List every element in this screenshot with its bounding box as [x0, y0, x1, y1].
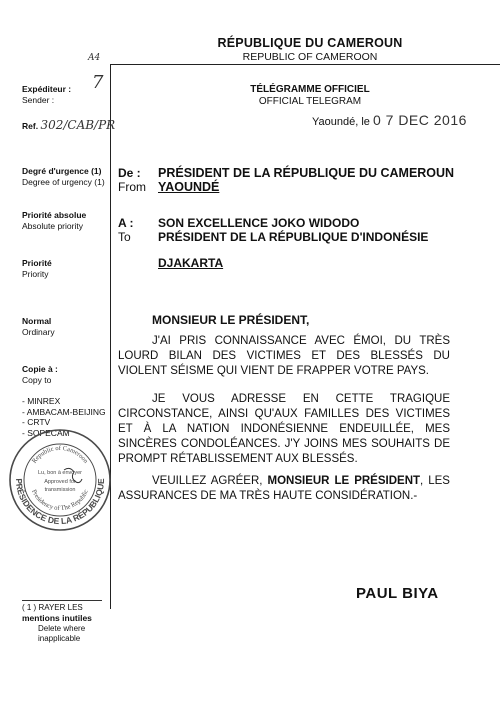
priority-block [22, 258, 52, 279]
from-label-en: From [118, 180, 146, 194]
priority-label-en: Priority [22, 268, 49, 279]
seal-outer-text: PRÉSIDENCE DE LA RÉPUBLIQUE [13, 478, 107, 527]
to-label-en: To [118, 230, 131, 244]
to-city: DJAKARTA [158, 256, 224, 270]
copy-label-fr: Copie à : [22, 364, 58, 374]
corner-mark: A4 [88, 53, 101, 63]
paragraph-3 [118, 474, 450, 504]
sender-value: 7 [92, 72, 104, 93]
footnote-line-3: Delete where [38, 624, 86, 633]
to-label-fr: A : [118, 216, 134, 230]
sender-label-en: Sender : [22, 94, 55, 105]
absolute-priority-block [22, 210, 86, 231]
from-city: YAOUNDÉ [158, 180, 220, 194]
republic-title-fr: RÉPUBLIQUE DU CAMEROUN [217, 36, 403, 50]
presidency-seal [8, 428, 112, 532]
to-name: SON EXCELLENCE JOKO WIDODO [158, 216, 360, 230]
closing-part-2: MONSIEUR LE PRÉSIDENT [267, 475, 421, 487]
urgency-block [22, 166, 105, 187]
republic-title-en: REPUBLIC OF CAMEROON [242, 51, 378, 63]
normal-label-fr: Normal [22, 316, 52, 326]
from-label-fr: De : [118, 166, 141, 180]
footnote-block [22, 603, 92, 644]
footnote-line-1: ( 1 ) RAYER LES [22, 603, 83, 612]
priority-label-fr: Priorité [22, 258, 52, 268]
sender-label-fr: Expéditeur : [22, 84, 72, 94]
footnote-line-4: inapplicable [38, 634, 81, 643]
closing-part-1: VEUILLEZ AGRÉER, [152, 475, 268, 487]
telegram-title-fr: TÉLÉGRAMME OFFICIEL [250, 84, 370, 95]
list-item: - AMBACAM-BEIJING [22, 406, 106, 417]
copy-label-en: Copy to [22, 374, 52, 385]
absolute-label-en: Absolute priority [22, 220, 83, 231]
paragraph-1: J'AI PRIS CONNAISSANCE AVEC ÉMOI, DU TRÈS LOURD BILAN DES VICTIMES ET DES BLESSÉS DU VIOLENT SÉISME QUI VIENT DE FRAPPER VOTRE PAYS. [118, 335, 450, 377]
date-line [312, 112, 467, 128]
date-value: 0 7 DEC 2016 [372, 112, 467, 128]
to-title: PRÉSIDENT DE LA RÉPUBLIQUE D'INDONÉSIE [158, 230, 429, 244]
footnote-divider [22, 600, 102, 601]
seal-center-line-3: transmission [44, 487, 76, 493]
urgency-label-en: Degree of urgency (1) [22, 176, 105, 187]
signature: PAUL BIYA [356, 585, 439, 602]
list-item: - SOPECAM [22, 427, 70, 438]
urgency-label-fr: Degré d'urgence (1) [22, 166, 102, 176]
seal-inner-text-top: Republic of Cameroon [30, 444, 90, 465]
svg-text:Republic of Cameroon [31, 445, 90, 465]
salutation: MONSIEUR LE PRÉSIDENT, [152, 313, 310, 327]
copy-block [22, 364, 58, 385]
seal-inner-text-bottom: Presidency of The Republic [30, 488, 90, 513]
date-place: Yaoundé, le [312, 116, 370, 128]
to-label [118, 216, 134, 244]
paragraph-2: JE VOUS ADRESSE EN CETTE TRAGIQUE CIRCONSTANCE, AINSI QU'AUX FAMILLES DES VICTIMES ET À LA NATION INDONÉSIENNE ENDEUILLÉE, MES SINCÈRES CONDOLÉANCES. J'Y JOINS MES SOUHAITS DE PROMPT RÉTABLISSEMENT AUX BLESSÉS. [118, 393, 450, 465]
seal-center-line-2: Approved for [44, 479, 76, 485]
ref-label: Ref. [22, 121, 39, 131]
telegram-title-en: OFFICIAL TELEGRAM [258, 96, 362, 107]
reference-block [22, 120, 115, 132]
normal-block [22, 316, 55, 337]
header-divider [110, 64, 500, 65]
from-value: PRÉSIDENT DE LA RÉPUBLIQUE DU CAMEROUN [158, 166, 455, 180]
closing-part-3: , LES ASSURANCES DE MA TRÈS HAUTE CONSIDÉRATION.- [118, 475, 450, 502]
sender-block [22, 72, 104, 105]
normal-label-en: Ordinary [22, 326, 55, 337]
seal-center-line-1: Lu, bon à envoyer [37, 470, 83, 476]
ref-value: 302/CAB/PR [40, 118, 116, 132]
footnote-line-2: mentions inutiles [22, 613, 92, 623]
list-item: - MINREX [22, 396, 61, 406]
list-item: - CRTV [22, 417, 51, 427]
absolute-label-fr: Priorité absolue [22, 210, 87, 220]
from-label [118, 166, 146, 194]
